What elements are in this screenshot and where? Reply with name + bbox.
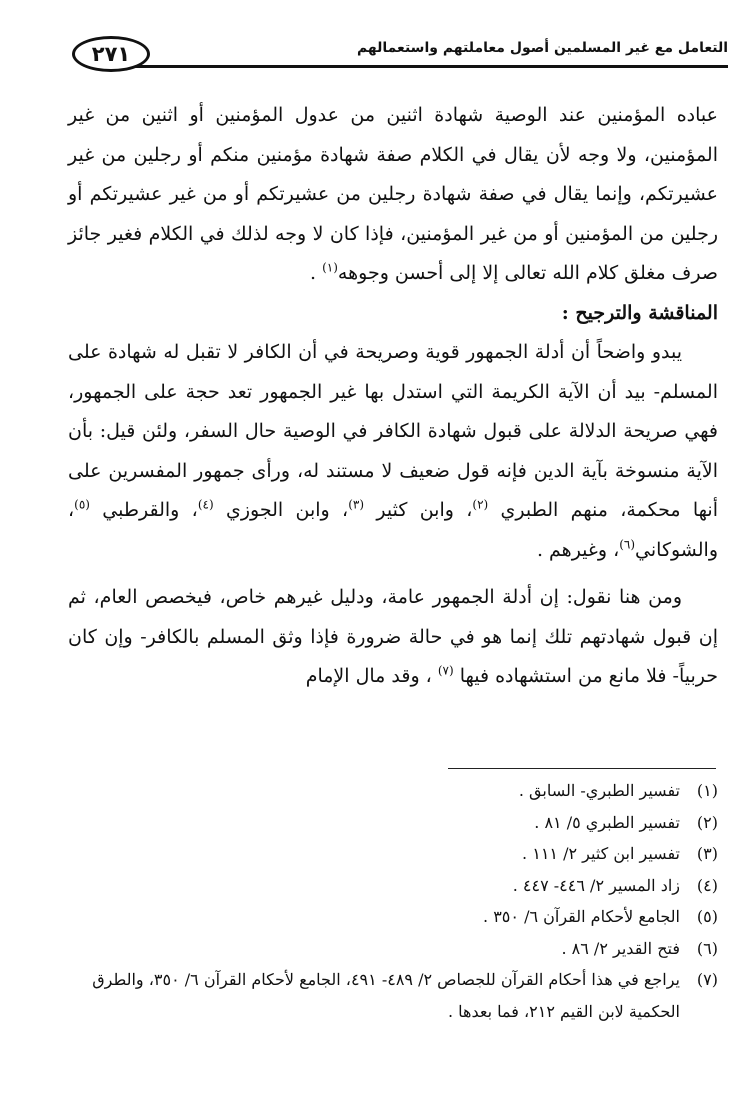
header-rule xyxy=(120,65,728,68)
running-title: التعامل مع غير المسلمين أصول معاملتهم واستعمالهم xyxy=(356,40,728,56)
footnote-ref-5[interactable]: (٥) xyxy=(74,497,90,512)
footnotes xyxy=(68,775,718,1027)
main-text xyxy=(68,96,718,697)
footnote-text: تفسير ابن كثير ٢/ ١١١ . xyxy=(522,844,680,863)
footnote-separator xyxy=(448,768,716,769)
footnote-item xyxy=(68,964,718,1027)
footnote-number: (٤) xyxy=(696,875,718,895)
section-heading: المناقشة والترجيح : xyxy=(561,301,718,324)
page-number: ٢٧١ xyxy=(91,42,131,66)
footnote-ref-7[interactable]: (٧) xyxy=(437,663,454,678)
paragraph-continuation: عباده المؤمنين عند الوصية شهادة اثنين من عدول المؤمنين أو اثنين من غير المؤمنين، ولا وجه لأن يقال في الكلام صفة شهادة مؤمنين منكم أو رجلين من غير عشيرتكم، وإنما يقال في صفة شهادة رجلين من عشيرتكم أو من غير عشيرتكم أو رجلين من المؤمنين أو من غير المؤمنين، فإذا كان لا وجه لذلك في الكلام فغير جائز صرف مغلق كلام الله تعالى إلا إلى أحسن وجوهه$^{(١)}$ . xyxy=(68,104,718,284)
footnote-text: يراجع في هذا أحكام القرآن للجصاص ٢/ ٤٨٩- ٤٩١، الجامع لأحكام القرآن ٦/ ٣٥٠، والطرق الحكمية لابن القيم ٢١٢، فما بعدها . xyxy=(92,970,680,1021)
footnote-item xyxy=(68,807,718,839)
footnote-number: (٧) xyxy=(696,970,718,989)
footnote-item xyxy=(68,870,718,902)
footnote-ref-4[interactable]: (٤) xyxy=(197,497,214,512)
paragraph-discussion: يبدو واضحاً أن أدلة الجمهور قوية وصريحة في أن الكافر لا تقبل له شهادة على المسلم- بيد أن الآية الكريمة التي استدل بها غير الجمهور تعد حجة على الجمهور، فهي صريحة الدلالة على قبول شهادة الكافر في الوصية حال السفر، ولئن قيل: بأن الآية منسوخة بآية الدين فإنه قول ضعيف لا مستند له، ورأى جمهور المفسرين على أنها محكمة، منهم الطبري $^{(٢)}$، وابن كثير $^{(٣)}$، وابن الجوزي $^{(٤)}$، والقرطبي $^{(٥)}$، والشوكاني$^{(٦)}$، وغيرهم . xyxy=(68,341,718,561)
footnote-number: (١) xyxy=(696,781,718,800)
footnote-text: زاد المسير ٢/ ٤٤٦- ٤٤٧ . xyxy=(512,875,680,895)
footnote-number: (٦) xyxy=(696,938,718,958)
paragraph-conclusion: ومن هنا نقول: إن أدلة الجمهور عامة، ودليل غيرهم خاص، فيخصص العام، ثم إن قبول شهادتهم تلك إنما هو في حالة ضرورة فإذا وثق المسلم بالكافر- وإن كان حربياً- فلا مانع من استشهاده فيها $^{(٧)}$ ، وقد مال الإمام xyxy=(68,586,718,687)
footnote-text: تفسير الطبري- السابق . xyxy=(518,781,680,800)
footnote-item xyxy=(68,901,718,933)
footnote-item xyxy=(68,933,718,965)
page-header xyxy=(60,30,728,90)
footnote-ref-1[interactable]: (١) xyxy=(322,260,338,275)
footnote-number: (٥) xyxy=(696,907,718,926)
footnote-text: فتح القدير ٢/ ٨٦ . xyxy=(561,938,680,958)
page-number-badge xyxy=(72,36,150,72)
footnote-item xyxy=(68,838,718,870)
footnote-number: (٣) xyxy=(696,844,718,863)
footnote-ref-6[interactable]: (٦) xyxy=(619,537,636,552)
footnote-ref-3[interactable]: (٣) xyxy=(348,497,365,512)
footnote-item xyxy=(68,775,718,807)
footnote-text: الجامع لأحكام القرآن ٦/ ٣٥٠ . xyxy=(483,907,680,926)
footnote-number: (٢) xyxy=(696,812,718,832)
footnote-text: تفسير الطبري ٥/ ٨١ . xyxy=(534,812,680,832)
footnote-ref-2[interactable]: (٢) xyxy=(472,497,489,512)
